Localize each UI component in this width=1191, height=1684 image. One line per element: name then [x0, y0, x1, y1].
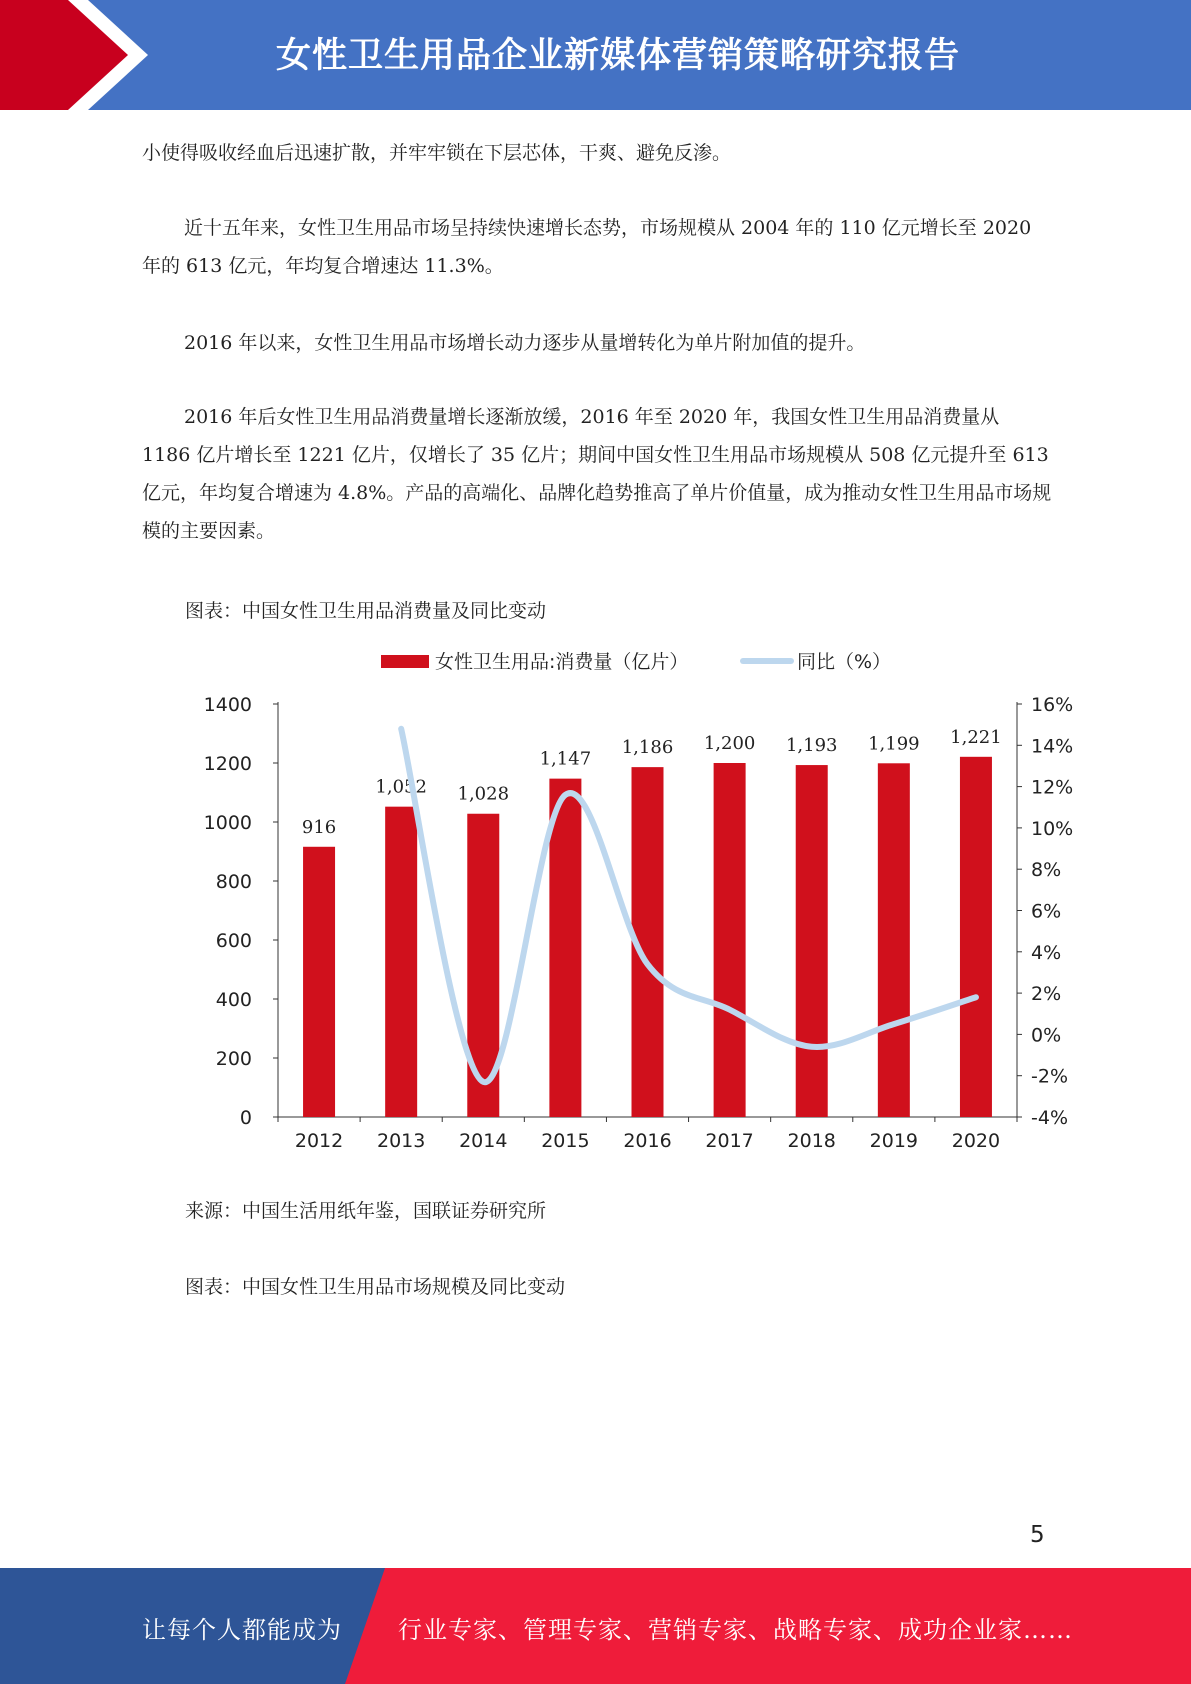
x-tick-label: 2017 [705, 1130, 754, 1152]
x-tick-label: 2013 [376, 1130, 426, 1152]
right-tick-label: -2% [1031, 1065, 1068, 1088]
chart-caption: 图表：中国女性卫生用品消费量及同比变动 [185, 600, 547, 622]
legend-label-consumption: 女性卫生用品:消费量（亿片） [435, 651, 689, 673]
x-tick-label: 2018 [787, 1130, 836, 1152]
left-tick-label: 1200 [203, 753, 252, 775]
right-tick-label: 4% [1031, 941, 1062, 964]
document-title: 女性卫生用品企业新媒体营销策略研究报告 [275, 36, 960, 76]
right-tick-label: 6% [1031, 900, 1062, 923]
chart2-caption: 图表：中国女性卫生用品市场规模及同比变动 [185, 1276, 566, 1298]
right-tick-label: 10% [1031, 817, 1074, 840]
x-tick-label: 2019 [869, 1130, 919, 1152]
footer-slogan-right: 行业专家、管理专家、营销专家、战略专家、成功企业家…… [398, 1616, 1073, 1644]
bar-label-2014: 1,028 [457, 783, 510, 805]
page-number: 5 [1030, 1522, 1045, 1548]
bar-label-2015: 1,147 [539, 748, 592, 770]
left-tick-label: 1400 [203, 694, 252, 716]
bar-label-2017: 1,200 [703, 733, 756, 754]
bar-label-2012: 916 [301, 816, 337, 838]
x-tick-label: 2014 [459, 1130, 508, 1152]
bar-2018 [796, 765, 828, 1117]
right-tick-label: 16% [1031, 694, 1074, 716]
footer-slogan-left: 让每个人都能成为 [142, 1616, 342, 1644]
bar-2020 [960, 757, 992, 1117]
paragraph-2: 近十五年来，女性卫生用品市场呈持续快速增长态势，市场规模从 2004 年的 110 亿元增长至 2020 年的 613 亿元，年均复合增速达 11.3%。 [142, 217, 1032, 277]
bar-label-2018: 1,193 [785, 735, 838, 757]
right-tick-label: 0% [1031, 1024, 1062, 1047]
right-tick-label: -4% [1031, 1107, 1068, 1129]
x-tick-label: 2020 [951, 1130, 1001, 1152]
paragraph-1: 小使得吸收经血后迅速扩散，并牢牢锁在下层芯体，干爽、避免反渗。 [142, 142, 732, 164]
chart-svg [185, 640, 1074, 1160]
x-tick-label: 2012 [294, 1130, 344, 1152]
left-tick-label: 0 [239, 1107, 252, 1129]
bar-label-2019: 1,199 [868, 733, 920, 755]
left-tick-label: 200 [215, 1048, 252, 1070]
left-tick-label: 600 [215, 930, 252, 952]
legend-swatch-consumption [381, 655, 429, 668]
left-tick-label: 400 [215, 989, 252, 1011]
consumption-chart [185, 640, 1074, 1160]
right-tick-label: 8% [1031, 859, 1062, 882]
bar-2013 [385, 807, 417, 1117]
bar-2017 [714, 763, 746, 1117]
right-tick-label: 12% [1031, 776, 1074, 799]
legend-label-yoy: 同比（%） [797, 651, 892, 673]
paragraph-4: 2016 年后女性卫生用品消费量增长逐渐放缓，2016 年至 2020 年，我国女性卫生用品消费量从 1186 亿片增长至 1221 亿片，仅增长了 35 亿片；期间中国女性卫生用品市场规模从 508 亿元提升至 613 亿元，年均复合增速为 4.8%。产品的高端化、品牌化趋势推高了单片价值量，成为推动女性卫生用品市场规模的主要因素。 [142, 406, 1052, 542]
bar-2019 [878, 763, 910, 1117]
paragraph-3: 2016 年以来，女性卫生用品市场增长动力逐步从量增转化为单片附加值的提升。 [184, 332, 866, 354]
left-tick-label: 800 [215, 871, 252, 893]
bar-label-2016: 1,186 [621, 737, 674, 759]
x-tick-label: 2015 [541, 1130, 590, 1152]
left-tick-label: 1000 [203, 812, 252, 834]
source-note: 来源：中国生活用纸年鉴，国联证券研究所 [185, 1200, 547, 1222]
bar-label-2020: 1,221 [950, 726, 1002, 748]
right-tick-label: 14% [1031, 735, 1074, 758]
x-tick-label: 2016 [623, 1130, 672, 1152]
page-header [0, 0, 1191, 110]
bar-2015 [549, 779, 581, 1117]
bar-label-2013: 1,052 [375, 776, 427, 798]
bar-2012 [303, 847, 335, 1117]
right-tick-label: 2% [1031, 983, 1062, 1006]
